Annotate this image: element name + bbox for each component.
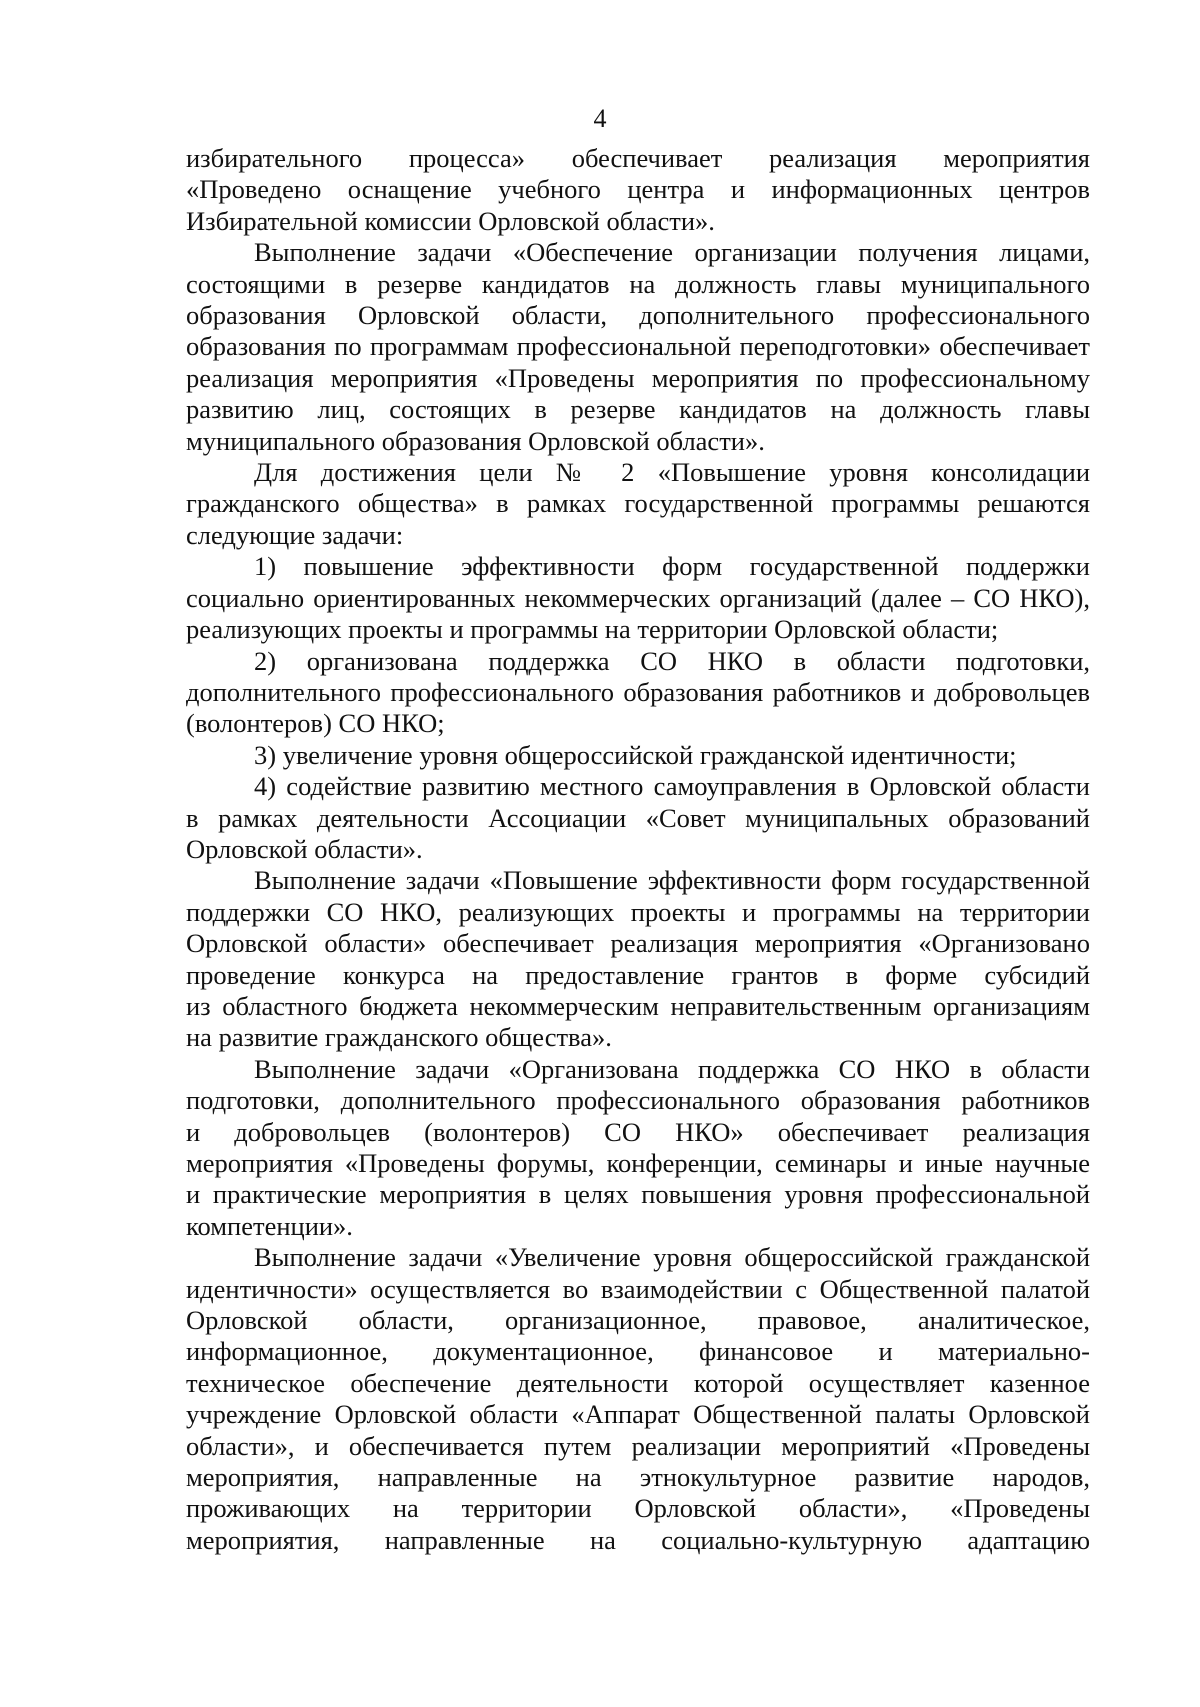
text-line: Выполнение задачи «Повышение эффективности форм государственной: [254, 865, 1090, 896]
text-line: идентичности» осуществляется во взаимодействии с Общественной палатой: [186, 1273, 1090, 1304]
text-line: проживающих на территории Орловской области», «Проведены: [186, 1493, 1090, 1524]
text-line: 1) повышение эффективности форм государственной поддержки: [254, 551, 1090, 582]
text-line: реализующих проекты и программы на территории Орловской области;: [186, 614, 999, 645]
text-line: Орловской области, организационное, правовое, аналитическое,: [186, 1305, 1090, 1336]
document-body: [186, 143, 1090, 1556]
text-line: следующие задачи:: [186, 519, 404, 550]
text-line: развитию лиц, состоящих в резерве кандидатов на должность главы: [186, 394, 1090, 425]
text-line: 4) содействие развитию местного самоуправления в Орловской области: [254, 771, 1090, 802]
page-number: 4: [593, 104, 607, 133]
text-line: дополнительного профессионального образования работников и добровольцев: [186, 676, 1090, 707]
text-line: Выполнение задачи «Организована поддержка СО НКО в области: [254, 1053, 1090, 1084]
text-line: на развитие гражданского общества».: [186, 1022, 612, 1053]
text-line: подготовки, дополнительного профессионального образования работников: [186, 1085, 1090, 1116]
text-line: реализация мероприятия «Проведены мероприятия по профессиональному: [186, 362, 1090, 393]
text-line: мероприятия, направленные на социально-культурную адаптацию: [186, 1524, 1090, 1555]
text-line: из областного бюджета некоммерческим неправительственным организациям: [186, 990, 1090, 1021]
text-line: Орловской области».: [186, 833, 423, 864]
text-line: Для достижения цели № 2 «Повышение уровня консолидации: [254, 457, 1090, 488]
text-line: области», и обеспечивается путем реализации мероприятий «Проведены: [186, 1430, 1090, 1461]
text-line: гражданского общества» в рамках государственной программы решаются: [186, 488, 1090, 519]
text-line: компетенции».: [186, 1210, 353, 1241]
text-line: техническое обеспечение деятельности которой осуществляет казенное: [186, 1367, 1090, 1398]
text-line: (волонтеров) СО НКО;: [186, 708, 445, 739]
text-line: образования Орловской области, дополнительного профессионального: [186, 300, 1090, 331]
text-line: проведение конкурса на предоставление грантов в форме субсидий: [186, 959, 1090, 990]
text-line: состоящими в резерве кандидатов на должность главы муниципального: [186, 268, 1090, 299]
text-line: в рамках деятельности Ассоциации «Совет муниципальных образований: [186, 802, 1090, 833]
text-line: 2) организована поддержка СО НКО в области подготовки,: [254, 645, 1090, 676]
text-line: избирательного процесса» обеспечивает реализация мероприятия: [186, 143, 1090, 173]
text-line: 3) увеличение уровня общероссийской гражданской идентичности;: [254, 739, 1017, 770]
text-line: «Проведено оснащение учебного центра и информационных центров: [186, 174, 1090, 205]
text-line: Выполнение задачи «Обеспечение организации получения лицами,: [254, 237, 1090, 268]
text-line: Избирательной комиссии Орловской области».: [186, 205, 715, 236]
text-line: мероприятия, направленные на этнокультурное развитие народов,: [186, 1462, 1090, 1493]
text-line: учреждение Орловской области «Аппарат Общественной палаты Орловской: [186, 1399, 1090, 1430]
text-line: и практические мероприятия в целях повышения уровня профессиональной: [186, 1179, 1090, 1210]
text-line: мероприятия «Проведены форумы, конференции, семинары и иные научные: [186, 1148, 1090, 1178]
text-line: социально ориентированных некоммерческих организаций (далее – СО НКО),: [186, 582, 1090, 613]
text-line: поддержки СО НКО, реализующих проекты и программы на территории: [186, 896, 1090, 927]
text-line: и добровольцев (волонтеров) СО НКО» обеспечивает реализация: [186, 1116, 1090, 1147]
text-line: Орловской области» обеспечивает реализация мероприятия «Организовано: [186, 928, 1090, 959]
text-line: муниципального образования Орловской области».: [186, 425, 765, 456]
text-line: Выполнение задачи «Увеличение уровня общероссийской гражданской: [254, 1242, 1090, 1273]
text-line: информационное, документационное, финансовое и материально-: [186, 1336, 1090, 1367]
text-line: образования по программам профессиональной переподготовки» обеспечивает: [186, 331, 1090, 362]
